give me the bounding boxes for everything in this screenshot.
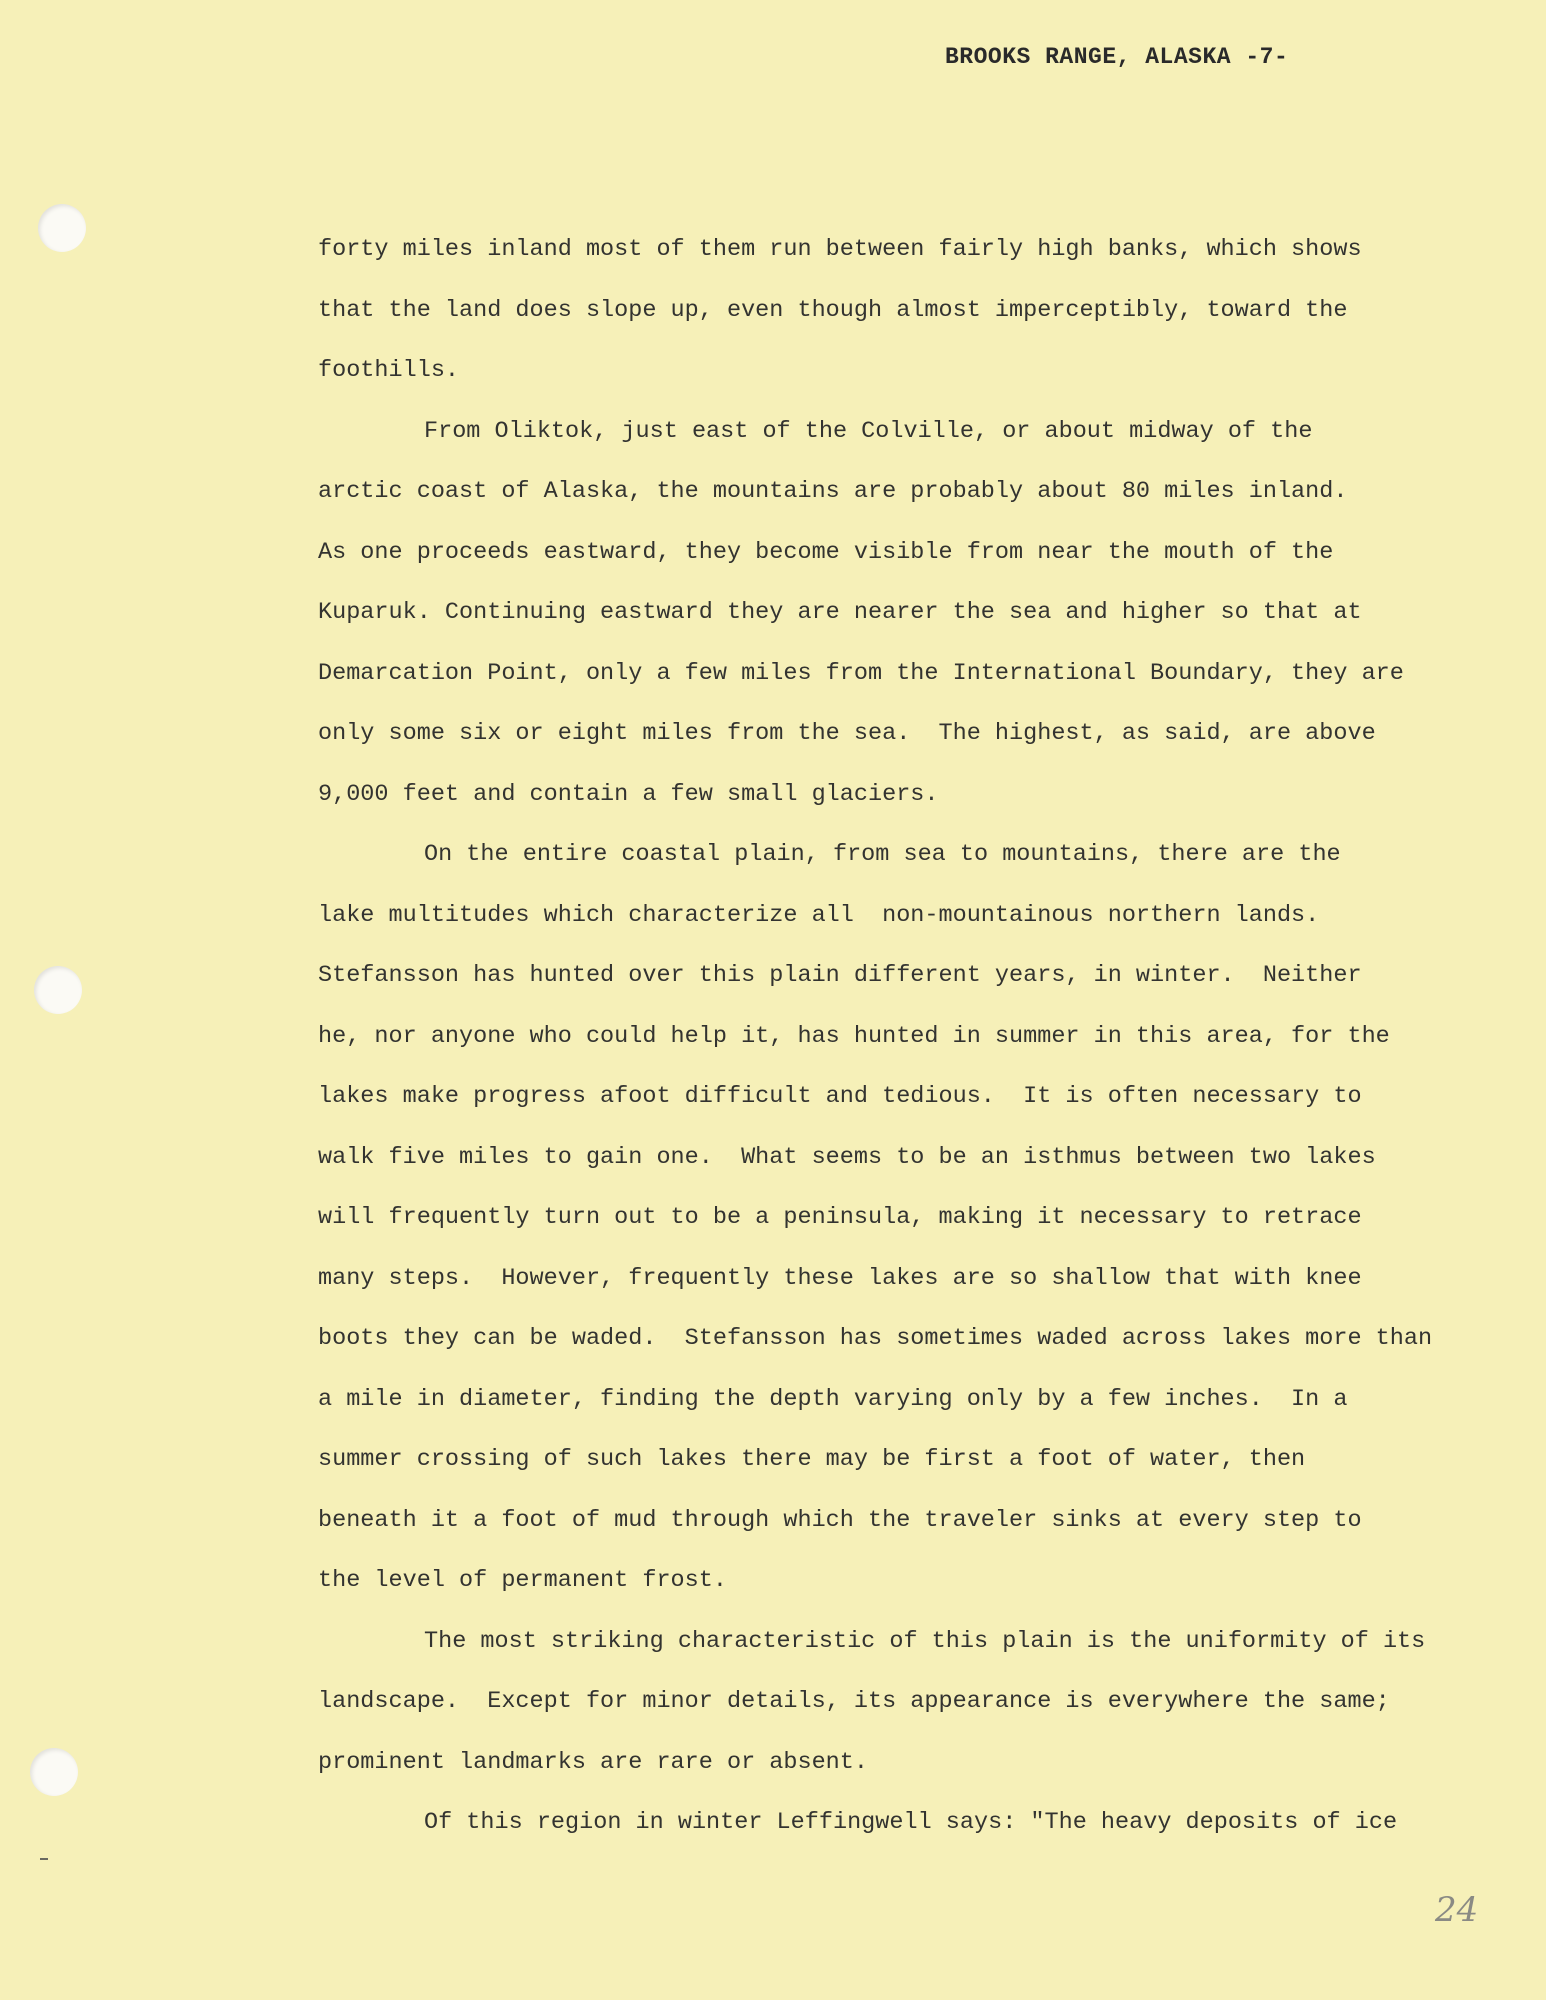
text-line: he, nor anyone who could help it, has hunted in summer in this area, for the: [318, 1022, 1390, 1050]
text-line: that the land does slope up, even though almost imperceptibly, toward the: [318, 296, 1348, 324]
handwritten-page-number: 24: [1435, 1890, 1479, 1930]
text-line: Stefansson has hunted over this plain different years, in winter. Neither: [318, 962, 1362, 989]
margin-tick-mark: [40, 1858, 48, 1860]
text-line: foothills.: [318, 357, 460, 384]
text-line: prominent landmarks are rare or absent.: [318, 1748, 868, 1776]
text-line: 9,000 feet and contain a few small glaciers.: [318, 780, 939, 808]
typed-body-text: [318, 220, 1528, 1854]
running-header: BROOKS RANGE, ALASKA -7-: [945, 44, 1289, 70]
text-line: beneath it a foot of mud through which the traveler sinks at every step to: [318, 1506, 1362, 1534]
text-line: landscape. Except for minor details, its appearance is everywhere the same;: [318, 1688, 1390, 1715]
text-line: As one proceeds eastward, they become visible from near the mouth of the: [318, 538, 1334, 566]
text-line: only some six or eight miles from the sea. The highest, as said, are above: [318, 720, 1376, 747]
text-line: arctic coast of Alaska, the mountains are probably about 80 miles inland.: [318, 478, 1348, 505]
text-line: boots they can be waded. Stefansson has sometimes waded across lakes more than: [318, 1325, 1433, 1352]
text-line: On the entire coastal plain, from sea to mountains, there are the: [424, 841, 1341, 868]
text-line: a mile in diameter, finding the depth varying only by a few inches. In a: [318, 1385, 1348, 1413]
punch-hole-middle: [34, 966, 82, 1014]
text-line: many steps. However, frequently these lakes are so shallow that with knee: [318, 1264, 1362, 1292]
text-line: lake multitudes which characterize all non-mountainous northern lands.: [318, 901, 1320, 929]
text-line: forty miles inland most of them run between fairly high banks, which shows: [318, 236, 1362, 263]
text-line: Demarcation Point, only a few miles from the International Boundary, they are: [318, 659, 1404, 687]
text-line: summer crossing of such lakes there may be first a foot of water, then: [318, 1446, 1306, 1473]
text-line: the level of permanent frost.: [318, 1567, 727, 1594]
text-line: The most striking characteristic of this plain is the uniformity of its: [424, 1627, 1426, 1655]
text-line: Kuparuk. Continuing eastward they are nearer the sea and higher so that at: [318, 599, 1362, 626]
text-line: lakes make progress afoot difficult and tedious. It is often necessary to: [318, 1083, 1362, 1110]
text-line: From Oliktok, just east of the Colville, or about midway of the: [424, 417, 1313, 445]
text-line: will frequently turn out to be a peninsula, making it necessary to retrace: [318, 1204, 1362, 1231]
punch-hole-bottom: [30, 1748, 78, 1796]
punch-hole-top: [38, 204, 86, 252]
text-line: Of this region in winter Leffingwell says: "The heavy deposits of ice: [424, 1809, 1398, 1836]
text-line: walk five miles to gain one. What seems to be an isthmus between two lakes: [318, 1143, 1376, 1171]
